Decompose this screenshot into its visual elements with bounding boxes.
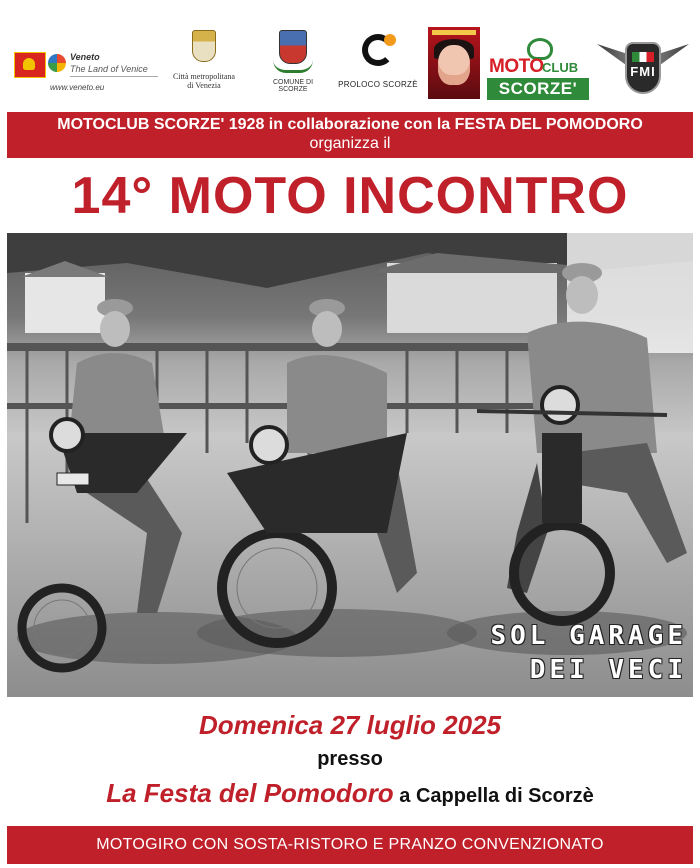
comune-scorze-logo <box>258 30 328 98</box>
presso-text: presso <box>317 748 383 770</box>
citta-line1: Città metropolitana <box>173 72 235 81</box>
fmi-letters: FMI <box>630 64 656 79</box>
comune-label: COMUNE DI SCORZE <box>272 79 314 93</box>
motoclub-club-text: CLUB <box>542 60 579 75</box>
citta-line2: di Venezia <box>187 81 221 90</box>
proloco-logo <box>336 34 420 98</box>
veneto-star-icon <box>48 54 66 72</box>
photo-caption <box>407 619 687 687</box>
venezia-coat-of-arms-icon <box>192 30 216 62</box>
venue-place: a Cappella di Scorzè <box>393 785 594 807</box>
proloco-label: PROLOCO SCORZÈ <box>338 80 418 89</box>
veneto-title: Veneto <box>70 52 100 62</box>
program-banner: MOTOGIRO CON SOSTA-RISTORO E PRANZO CONVENZIONATO <box>7 826 693 864</box>
caption-line2: DEI VECI <box>529 655 687 685</box>
veneto-logo <box>14 50 158 96</box>
venue-name: La Festa del Pomodoro <box>106 778 394 808</box>
motoclub-scorze-text: SCORZE' <box>487 78 589 100</box>
veneto-flag-icon <box>14 52 46 78</box>
club-name: MOTOCLUB SCORZE' 1928 <box>57 116 265 133</box>
motoclub-moto-text: MOTO <box>489 56 544 77</box>
scorze-coat-of-arms-icon <box>279 30 307 64</box>
festa-pomodoro-poster-thumbnail <box>428 27 480 99</box>
organizer-banner <box>7 112 693 158</box>
citta-metropolitana-logo <box>162 30 246 98</box>
fmi-logo <box>597 30 689 100</box>
collab-text: in collaborazione con la <box>264 116 455 133</box>
event-venue <box>0 776 700 815</box>
event-date: Domenica 27 luglio 2025 <box>198 710 501 740</box>
event-title: 14° MOTO INCONTRO <box>71 167 629 225</box>
vintage-motorcycles-photo <box>7 233 693 697</box>
veneto-url: www.veneto.eu <box>50 83 105 92</box>
veneto-subtitle: The Land of Venice <box>70 64 148 74</box>
caption-line1: SOL GARAGE <box>490 621 687 651</box>
sponsor-logos-bar <box>0 0 700 112</box>
proloco-swirl-icon <box>362 34 394 66</box>
laurel-wreath-icon <box>273 60 313 73</box>
motoclub-scorze-logo <box>487 38 591 102</box>
organizza-text: organizza il <box>309 135 391 152</box>
woman-portrait-icon <box>438 45 470 85</box>
festa-name: FESTA DEL POMODORO <box>454 116 643 133</box>
